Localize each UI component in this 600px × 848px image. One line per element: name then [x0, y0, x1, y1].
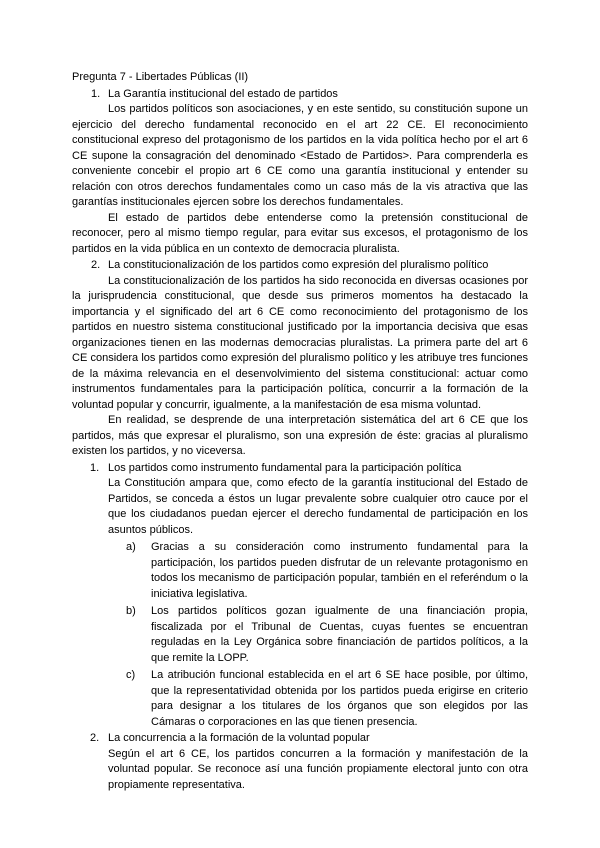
- list-item: [72, 668, 528, 730]
- list-letter: a): [126, 541, 136, 553]
- list-item: [72, 540, 528, 602]
- list-letter: b): [126, 605, 136, 617]
- document-body: [72, 70, 528, 793]
- list-item: [72, 604, 528, 666]
- heading-part-2: [72, 258, 528, 274]
- heading-number: 1.: [91, 87, 101, 100]
- heading-part-1: [72, 87, 528, 103]
- paragraph: Según el art 6 CE, los partidos concurren a la formación y manifestación de la voluntad popular. Se reconoce así una función propiamente electoral junto con otra propiamente representativa.: [108, 747, 528, 791]
- heading-text: La Garantía institucional del estado de partidos: [108, 87, 338, 100]
- list-letter: c): [126, 669, 136, 681]
- heading-number: 2.: [90, 732, 100, 744]
- heading-number: 2.: [91, 259, 101, 271]
- heading-section-2: [72, 731, 528, 747]
- heading-text: Los partidos como instrumento fundamental para la participación política: [108, 461, 462, 474]
- paragraph: La constitucionalización de los partidos ha sido reconocida en diversas ocasiones por la jurisprudencia constitucional, que desde sus primeros momentos ha destacado la importancia y el significado del art 6 CE como reconocimiento del protagonismo de los partidos en nuestro sistema constitucional justificado por la importancia decisiva que esas organizaciones tienen en las modernas democracias pluralistas. La primera parte del art 6 CE considera los partidos como expresión del pluralismo político y les atribuye tres funciones de la máxima relevancia en el desenvolvimiento del sistema constitucional: actuar como instrumentos fundamentales para la participación política, concurrir a la formación de la voluntad popular y concurrir, igualmente, a la manifestación de esa misma voluntad.: [72, 274, 528, 411]
- list-item-text: Gracias a su consideración como instrumento fundamental para la participación, los partidos pueden disfrutar de un relevante protagonismo en todos los mecanismo de participación popular, también en el referéndum o la iniciativa legislativa.: [151, 541, 528, 600]
- paragraph: Los partidos políticos son asociaciones, y en este sentido, su constitución supone un ejercicio del derecho fundamental reconocido en el art 22 CE. El reconocimiento constitucional expreso del protagonismo de los partidos en la vida política hecho por el art 6 CE supone la consagración del denominado <Estado de Partidos>. Para comprenderla es conveniente concebir el propio art 6 CE como una garantía institucional y entender su relación con otros derechos fundamentales como un caso más de la vis atractiva que las garantías institucionales ejercen sobre los derechos fundamentales.: [72, 103, 528, 208]
- paragraph: El estado de partidos debe entenderse como la pretensión constitucional de reconocer, pero al mismo tiempo regular, para evitar sus excesos, el protagonismo de los partidos en la vida pública en un contexto de democracia pluralista.: [72, 211, 528, 255]
- heading-text: La constitucionalización de los partidos como expresión del pluralismo político: [108, 259, 489, 271]
- heading-text: La concurrencia a la formación de la voluntad popular: [108, 732, 370, 744]
- heading-number: 1.: [90, 461, 100, 474]
- list-item-text: Los partidos políticos gozan igualmente de una financiación propia, fiscalizada por el Tribunal de Cuentas, cuyas fuentes se encuentran reguladas en la Ley Orgánica sobre financiación de partidos políticos, a la que remite la LOPP.: [151, 605, 528, 664]
- heading-section-1: [72, 461, 528, 477]
- document-title: Pregunta 7 - Libertades Públicas (II): [72, 71, 249, 83]
- list-item-text: La atribución funcional establecida en el art 6 SE hace posible, por último, que la representatividad obtenida por los partidos pueda erigirse en criterio para designar a los titulares de los órganos que son elegidos por las Cámaras o corporaciones en las que tienen presencia.: [151, 669, 528, 728]
- paragraph: En realidad, se desprende de una interpretación sistemática del art 6 CE que los partidos, más que expresar el pluralismo, son una expresión de éste: gracias al pluralismo existen los partidos, y no viceversa.: [72, 414, 528, 457]
- paragraph: La Constitución ampara que, como efecto de la garantía institucional del Estado de Partidos, se conceda a éstos un lugar prevalente sobre cualquier otro cauce por el que los ciudadanos puedan ejercer el derecho fundamental de participación en los asuntos públicos.: [108, 477, 528, 536]
